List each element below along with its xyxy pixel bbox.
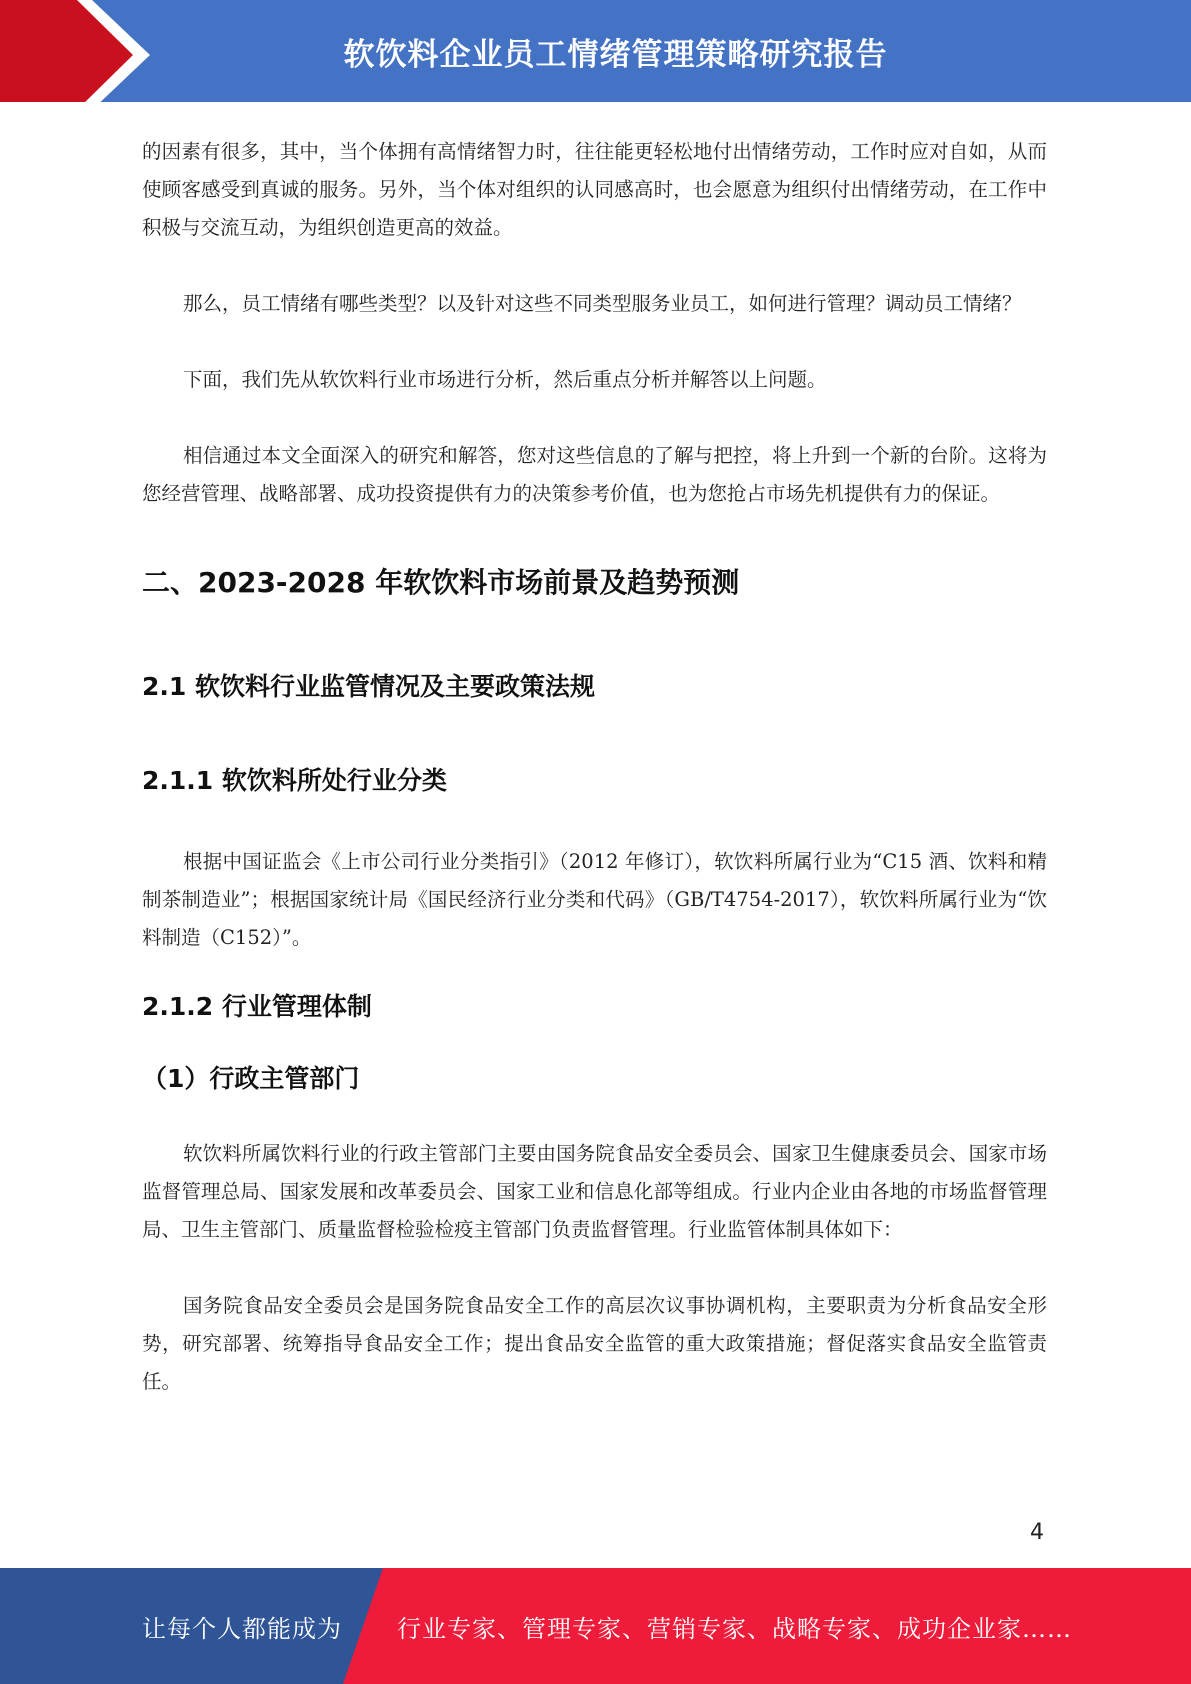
report-title: 软饮料企业员工情绪管理策略研究报告 — [343, 36, 888, 73]
header-banner — [0, 0, 1191, 110]
subsection-heading-2-1: 2.1 软饮料行业监管情况及主要政策法规 — [142, 672, 595, 701]
paragraph-7: 国务院食品安全委员会是国务院食品安全工作的高层次议事协调机构，主要职责为分析食品安全形势，研究部署、统筹指导食品安全工作；提出食品安全监管的重大政策措施；督促落实食品安全监管责任。 — [142, 1294, 1047, 1393]
section-heading-2: 二、2023-2028 年软饮料市场前景及趋势预测 — [142, 566, 740, 599]
footer-tagline: 行业专家、管理专家、营销专家、战略专家、成功企业家…… — [397, 1614, 1072, 1643]
paragraph-2: 那么，员工情绪有哪些类型？以及针对这些不同类型服务业员工，如何进行管理？调动员工情绪？ — [183, 292, 1022, 315]
footer-banner — [0, 1568, 1191, 1684]
item-heading-1: （1）行政主管部门 — [142, 1064, 360, 1093]
paragraph-5: 根据中国证监会《上市公司行业分类指引》（2012 年修订），软饮料所属行业为“C15 酒、饮料和精制茶制造业”；根据国家统计局《国民经济行业分类和代码》（GB/T4754-2017），软饮料所属行业为“饮料制造（C152）”。 — [142, 850, 1047, 949]
paragraph-4: 相信通过本文全面深入的研究和解答，您对这些信息的了解与把控，将上升到一个新的台阶。这将为您经营管理、战略部署、成功投资提供有力的决策参考价值，也为您抢占市场先机提供有力的保证。 — [142, 444, 1047, 505]
paragraph-6: 软饮料所属饮料行业的行政主管部门主要由国务院食品安全委员会、国家卫生健康委员会、国家市场监督管理总局、国家发展和改革委员会、国家工业和信息化部等组成。行业内企业由各地的市场监督管理局、卫生主管部门、质量监督检验检疫主管部门负责监督管理。行业监管体制具体如下： — [142, 1142, 1047, 1241]
document-body — [142, 133, 1047, 1401]
page-number: 4 — [1030, 1520, 1044, 1545]
subsection-heading-2-1-1: 2.1.1 软饮料所处行业分类 — [142, 766, 447, 795]
paragraph-1: 的因素有很多，其中，当个体拥有高情绪智力时，往往能更轻松地付出情绪劳动，工作时应对自如，从而使顾客感受到真诚的服务。另外，当个体对组织的认同感高时，也会愿意为组织付出情绪劳动，在工作中积极与交流互动，为组织创造更高的效益。 — [142, 140, 1047, 239]
subsection-heading-2-1-2: 2.1.2 行业管理体制 — [142, 992, 372, 1021]
paragraph-3: 下面，我们先从软饮料行业市场进行分析，然后重点分析并解答以上问题。 — [183, 368, 827, 391]
footer-slogan: 让每个人都能成为 — [142, 1614, 342, 1643]
